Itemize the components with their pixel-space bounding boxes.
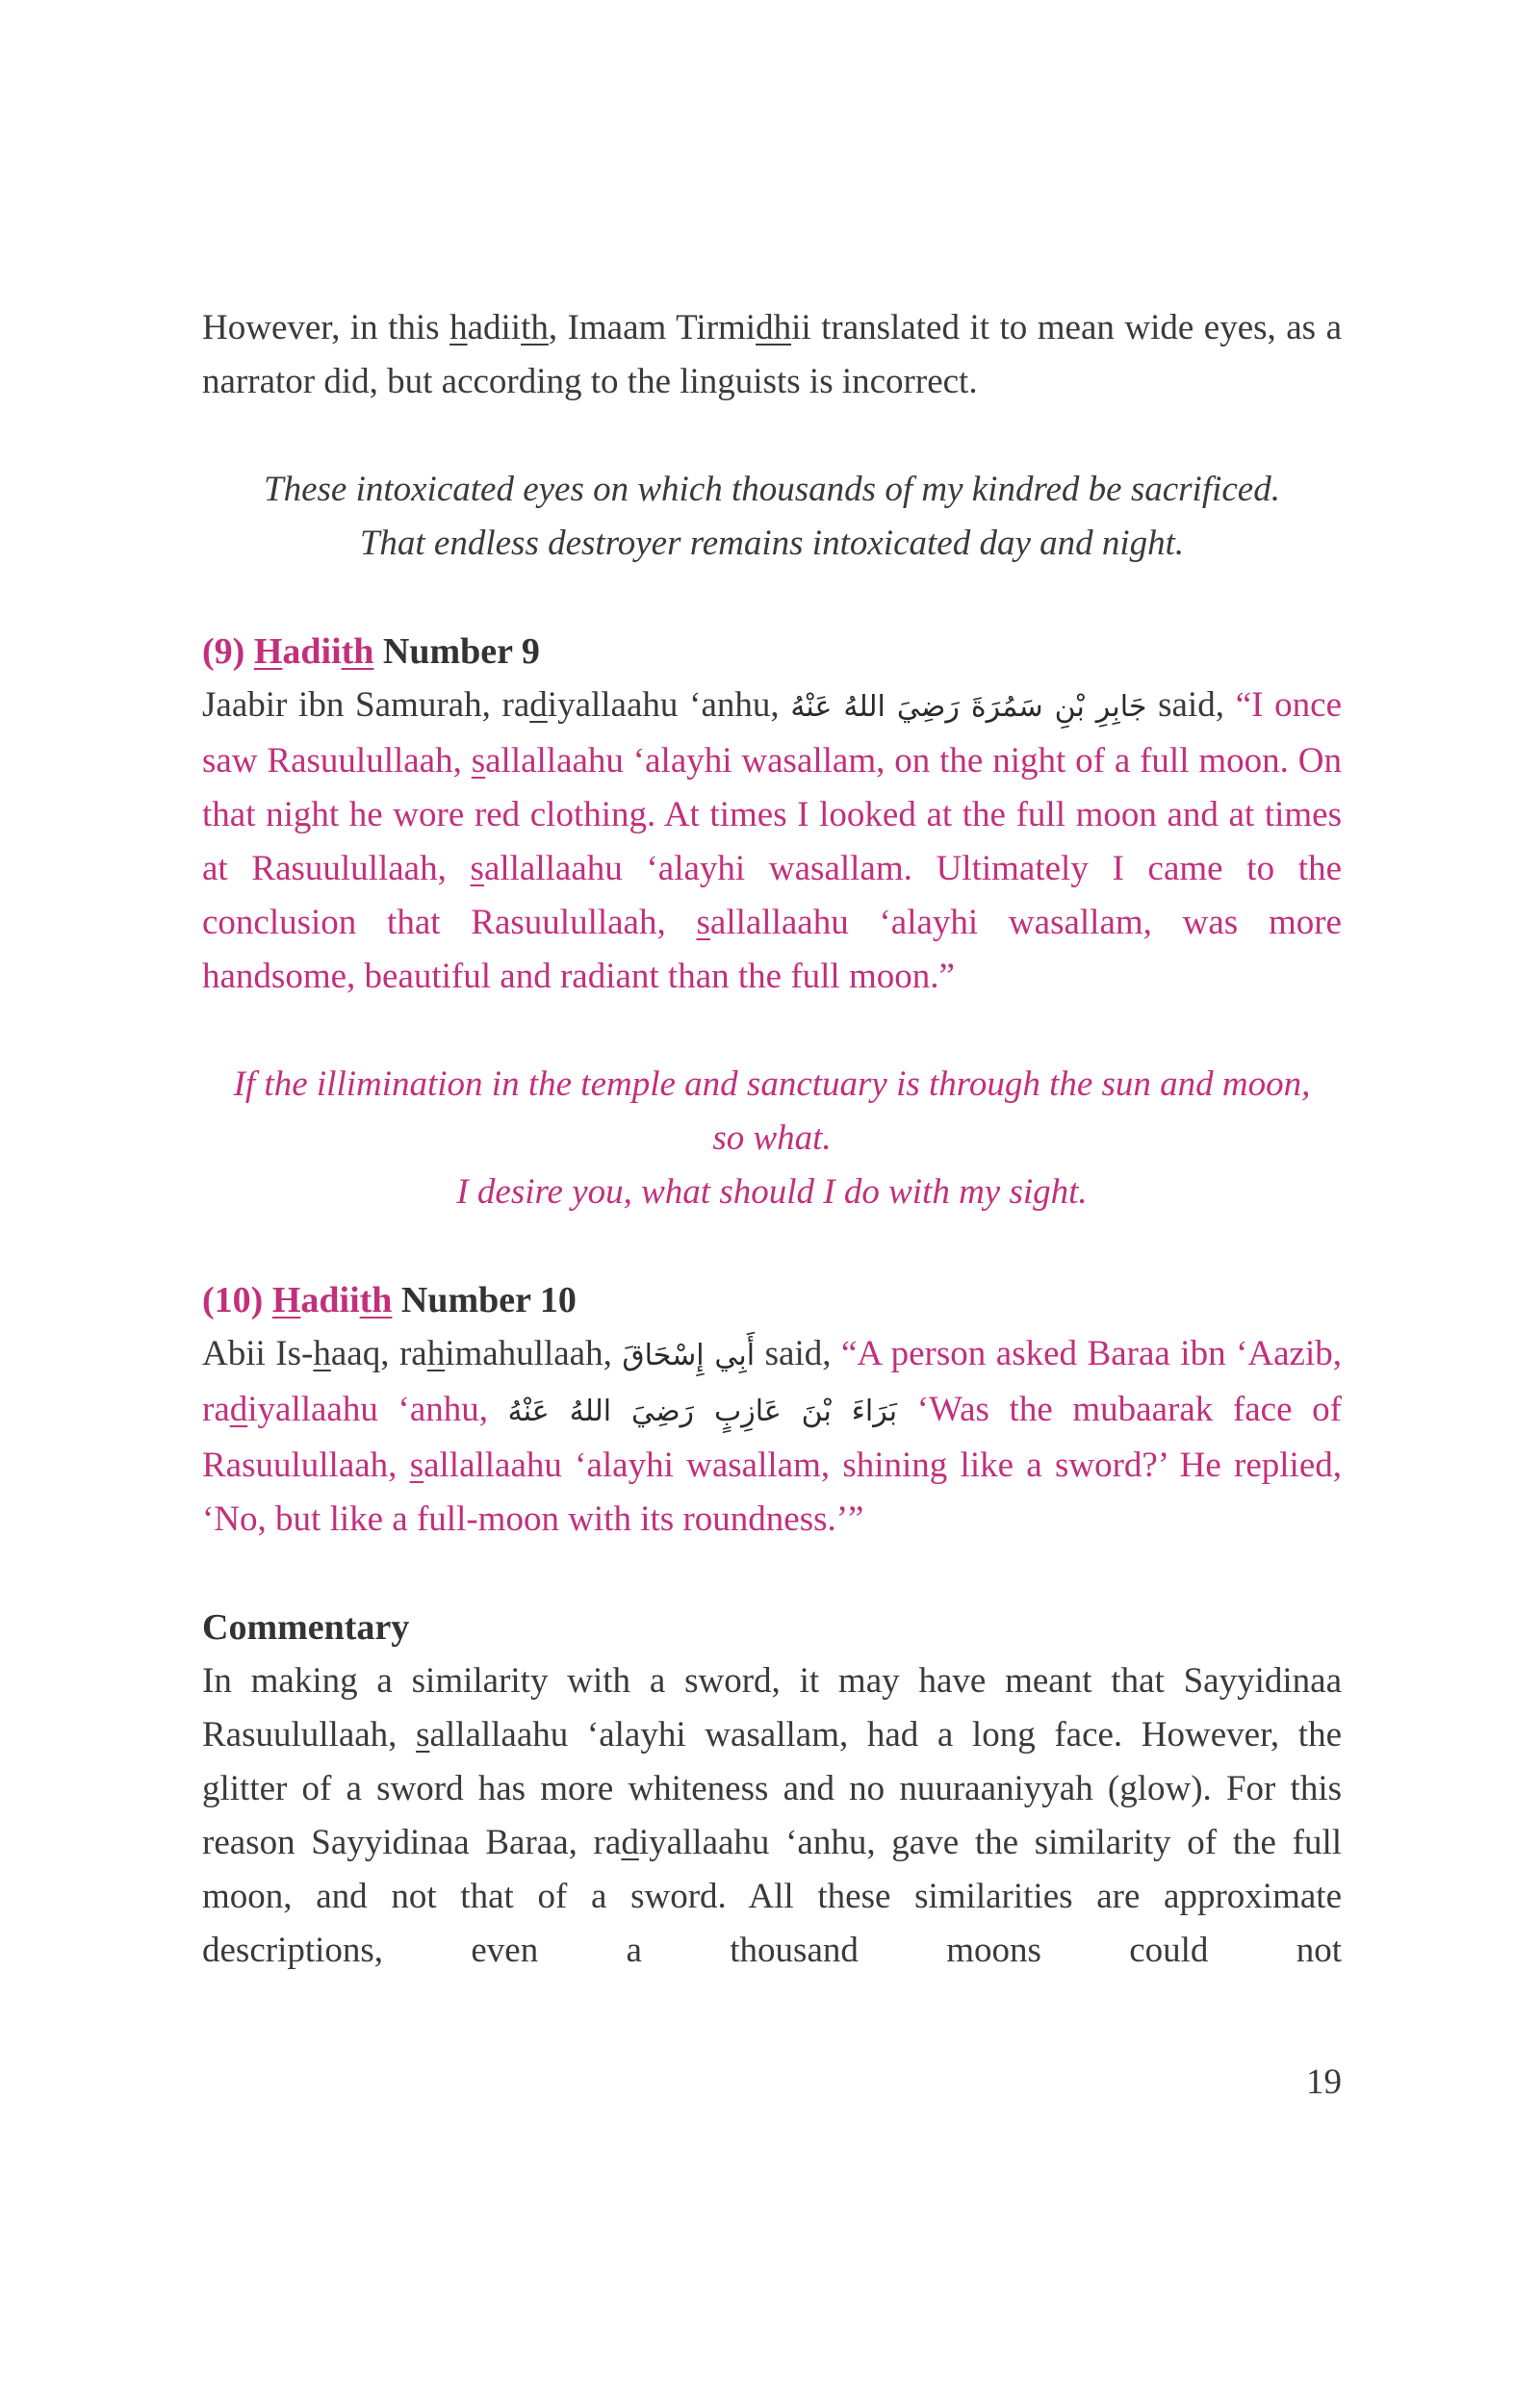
poem-line: I desire you, what should I do with my sight. <box>456 1172 1088 1212</box>
text-span: adii <box>467 308 522 347</box>
underlined-letter: d <box>621 1823 639 1862</box>
quote-text: ‘Was the mubaarak face of Rasuulullaah, <box>202 1390 1342 1485</box>
text-span: ii translated it to mean wide eyes, as a narrator did, but according to the linguists is incorrect. <box>202 308 1342 401</box>
poem-verse-2 <box>202 1058 1342 1219</box>
commentary-heading: Commentary <box>202 1607 410 1648</box>
heading-word: adii <box>282 631 342 672</box>
arabic-name: بَرَاءَ بْنَ عَازِبٍ رَضِيَ اللهُ عَنْهُ <box>507 1395 898 1428</box>
commentary-text: iyallaahu ‘anhu, gave the similarity of the full moon, and not that of a sword. All these similarities are approximate descriptions, even a thousand moons could not <box>202 1823 1343 1970</box>
spacer <box>202 1547 1342 1601</box>
underlined-letter: H <box>253 631 283 672</box>
hadith-10-paragraph <box>202 1327 1342 1547</box>
spacer <box>202 1004 1342 1058</box>
underlined-letter: s <box>416 1715 430 1755</box>
commentary-text: In making a similarity with a sword, it may have meant that Sayyidinaa Rasuulullaah, <box>202 1661 1342 1755</box>
hadith-9-quote <box>202 685 1342 996</box>
arabic-name: أَبِي إِسْحَاقَ <box>622 1339 756 1372</box>
narrator-text: said, <box>1146 685 1236 725</box>
narrator-text: imahullaah, <box>445 1334 623 1373</box>
narrator-text: Jaabir ibn Samurah, ra <box>202 685 530 725</box>
hadith-9-paragraph <box>202 679 1342 1004</box>
underlined-letter: h <box>449 308 468 347</box>
heading-word: adii <box>300 1280 360 1320</box>
underlined-letter: th <box>359 1280 393 1320</box>
hadith-9-heading <box>202 625 1342 679</box>
underlined-letter: dh <box>756 308 792 347</box>
underlined-letter: s <box>409 1446 424 1485</box>
quote-text: allallaahu ‘alayhi wasallam, was more handsome, beautiful and radiant than the full moon.” <box>202 903 1342 996</box>
book-page-body <box>202 301 1342 1978</box>
text-span: However, in this <box>202 308 450 347</box>
page-number: 19 <box>1306 2062 1342 2102</box>
arabic-name: جَابِرِ بْنِ سَمُرَةَ رَضِيَ اللهُ عَنْهُ <box>790 690 1147 724</box>
poem-line: These intoxicated eyes on which thousands of my kindred be sacrificed. <box>264 470 1280 509</box>
underlined-letter: d <box>229 1390 248 1429</box>
spacer <box>202 571 1342 625</box>
heading-number: (9) <box>202 631 254 672</box>
quote-text: allallaahu ‘alayhi wasallam, shining like a sword?’ He replied, ‘No, but like a full-moon with its roundness.’” <box>202 1446 1342 1539</box>
underlined-letter: H <box>271 1280 301 1320</box>
heading-label: Number 9 <box>373 631 540 672</box>
quote-text: “I once saw Rasuulullaah, <box>202 685 1342 781</box>
narrator-text: aaq, ra <box>330 1334 427 1373</box>
poem-line: That endless destroyer remains intoxicated day and night. <box>359 524 1185 563</box>
intro-paragraph <box>202 301 1342 409</box>
underlined-letter: th <box>341 631 374 672</box>
underlined-letter: s <box>471 741 486 781</box>
heading-label: Number 10 <box>392 1280 577 1320</box>
underlined-letter: h <box>426 1334 446 1373</box>
underlined-letter: d <box>529 685 548 725</box>
underlined-letter: s <box>696 903 710 942</box>
spacer <box>202 409 1342 463</box>
underlined-letter: h <box>313 1334 331 1373</box>
quote-text: iyallaahu ‘anhu, <box>247 1390 508 1429</box>
commentary-paragraph <box>202 1654 1342 1978</box>
heading-number: (10) <box>202 1280 272 1320</box>
poem-verse-1 <box>202 463 1342 571</box>
narrator-text: Abii Is- <box>202 1334 314 1373</box>
narrator-text: said, <box>755 1334 841 1373</box>
quote-text: allallaahu ‘alayhi wasallam, on the night of a full moon. On that night he wore red clothing. At times I looked at the full moon and at times at Rasuulullaah, <box>202 741 1342 888</box>
underlined-letter: th <box>521 308 549 347</box>
commentary-text: allallaahu ‘alayhi wasallam, had a long face. However, the glitter of a sword has more whiteness and no nuuraaniyyah (glow). For this reason Sayyidinaa Baraa, ra <box>202 1715 1342 1862</box>
quote-text: allallaahu ‘alayhi wasallam. Ultimately I came to the conclusion that Rasuulullaah, <box>202 849 1342 942</box>
poem-line: If the illimination in the temple and sanctuary is through the sun and moon, so what. <box>233 1064 1311 1158</box>
underlined-letter: s <box>470 849 484 888</box>
spacer <box>202 1219 1342 1273</box>
quote-text: “A person asked Baraa ibn ‘Aazib, ra <box>202 1334 1343 1429</box>
text-span: , Imaam Tirmi <box>548 308 757 347</box>
hadith-10-heading <box>202 1273 1342 1327</box>
narrator-text: iyallaahu ‘anhu, <box>547 685 791 725</box>
